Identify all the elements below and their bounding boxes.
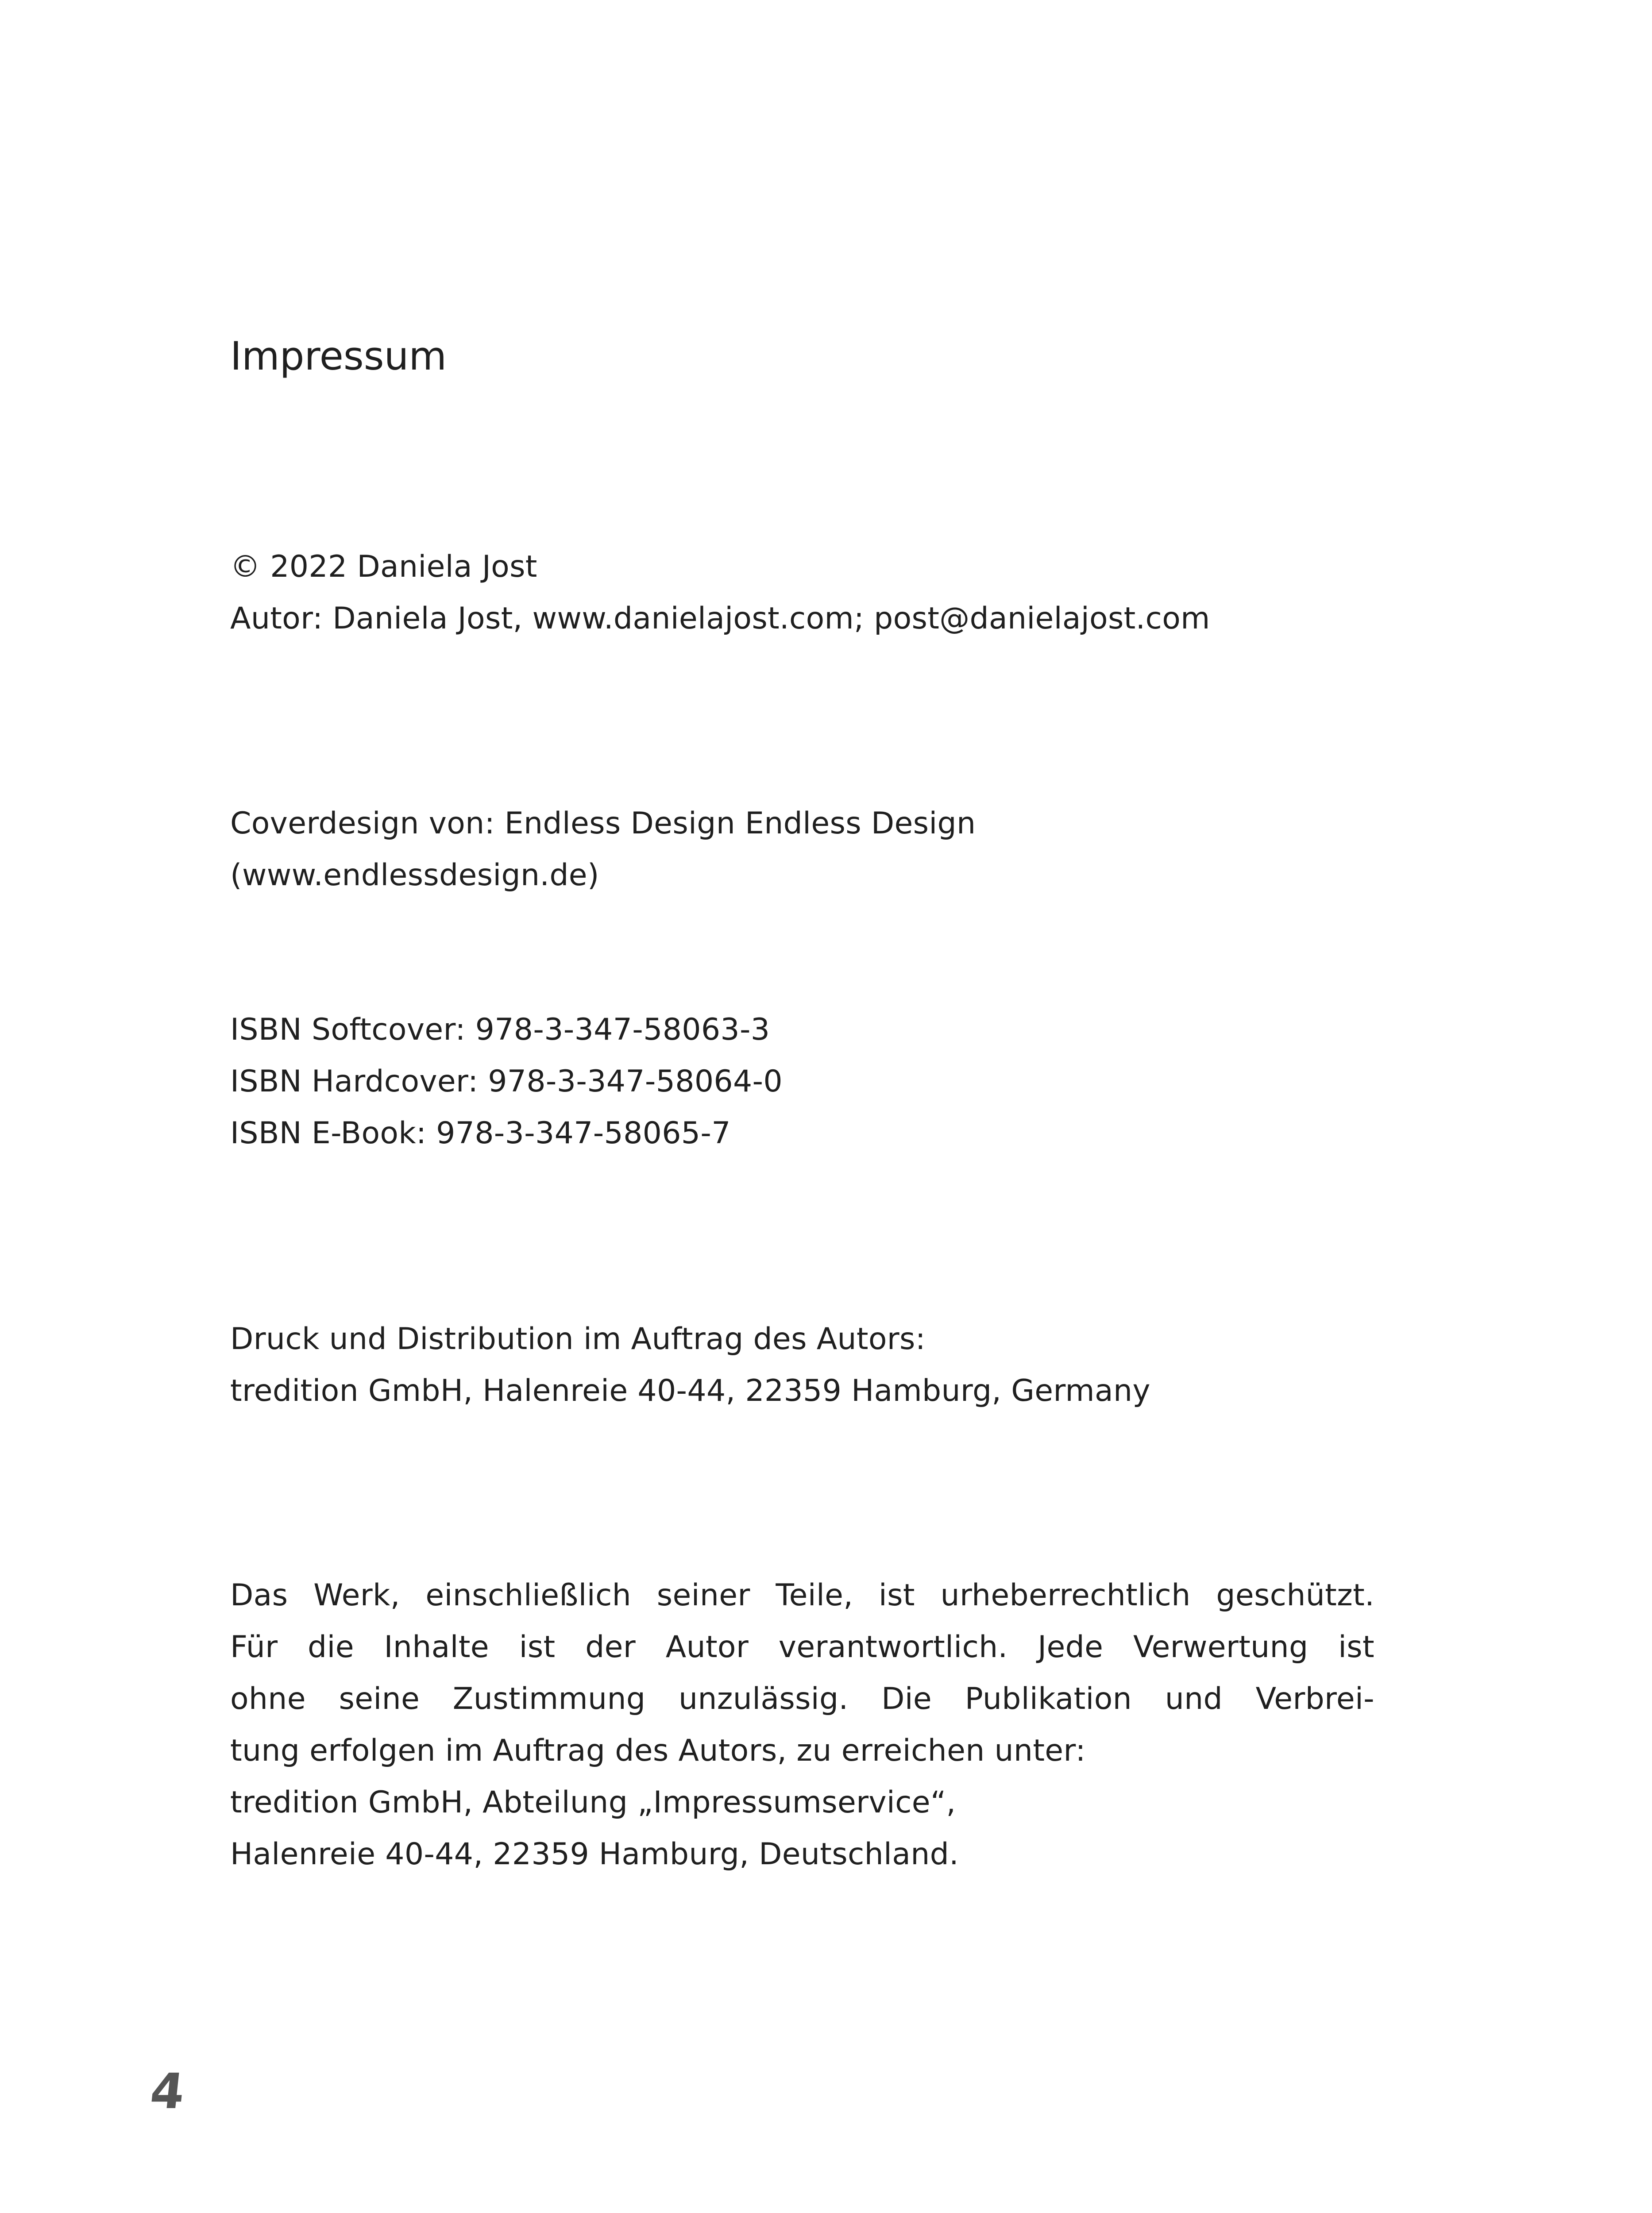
cover-design-block (230, 798, 1374, 901)
isbn-ebook: ISBN E-Book: 978-3-347-58065-7 (230, 1116, 731, 1151)
copyright-block (230, 541, 1374, 644)
legal-notice-line: tredition GmbH, Abteilung „Impressumservice“, (230, 1785, 956, 1820)
copyright-line: © 2022 Daniela Jost (230, 549, 537, 584)
author-line: Autor: Daniela Jost, www.danielajost.com; post@danielajost.com (230, 601, 1210, 636)
legal-notice-line: tung erfolgen im Auftrag des Autors, zu erreichen unter: (230, 1733, 1086, 1768)
cover-design-line: Coverdesign von: Endless Design Endless Design (230, 806, 976, 841)
legal-notice-line: ohne seine Zustimmung unzulässig. Die Publikation und Verbrei- (230, 1681, 1374, 1716)
legal-notice-line: Für die Inhalte ist der Autor verantwortlich. Jede Verwertung ist (230, 1630, 1374, 1665)
distribution-block (230, 1313, 1374, 1417)
page-title: Impressum (230, 333, 447, 379)
distribution-address: tredition GmbH, Halenreie 40-44, 22359 Hamburg, Germany (230, 1373, 1150, 1408)
isbn-block (230, 1004, 1374, 1159)
legal-notice-block (230, 1569, 1374, 1880)
cover-design-url: (www.endlessdesign.de) (230, 858, 599, 893)
isbn-hardcover: ISBN Hardcover: 978-3-347-58064-0 (230, 1064, 783, 1099)
isbn-softcover: ISBN Softcover: 978-3-347-58063-3 (230, 1012, 770, 1047)
distribution-line: Druck und Distribution im Auftrag des Autors: (230, 1322, 926, 1357)
legal-notice-line: Das Werk, einschließlich seiner Teile, ist urheberrechtlich geschützt. (230, 1578, 1374, 1613)
page-number: 4 (147, 2063, 188, 2120)
legal-notice-line: Halenreie 40-44, 22359 Hamburg, Deutschland. (230, 1837, 959, 1872)
